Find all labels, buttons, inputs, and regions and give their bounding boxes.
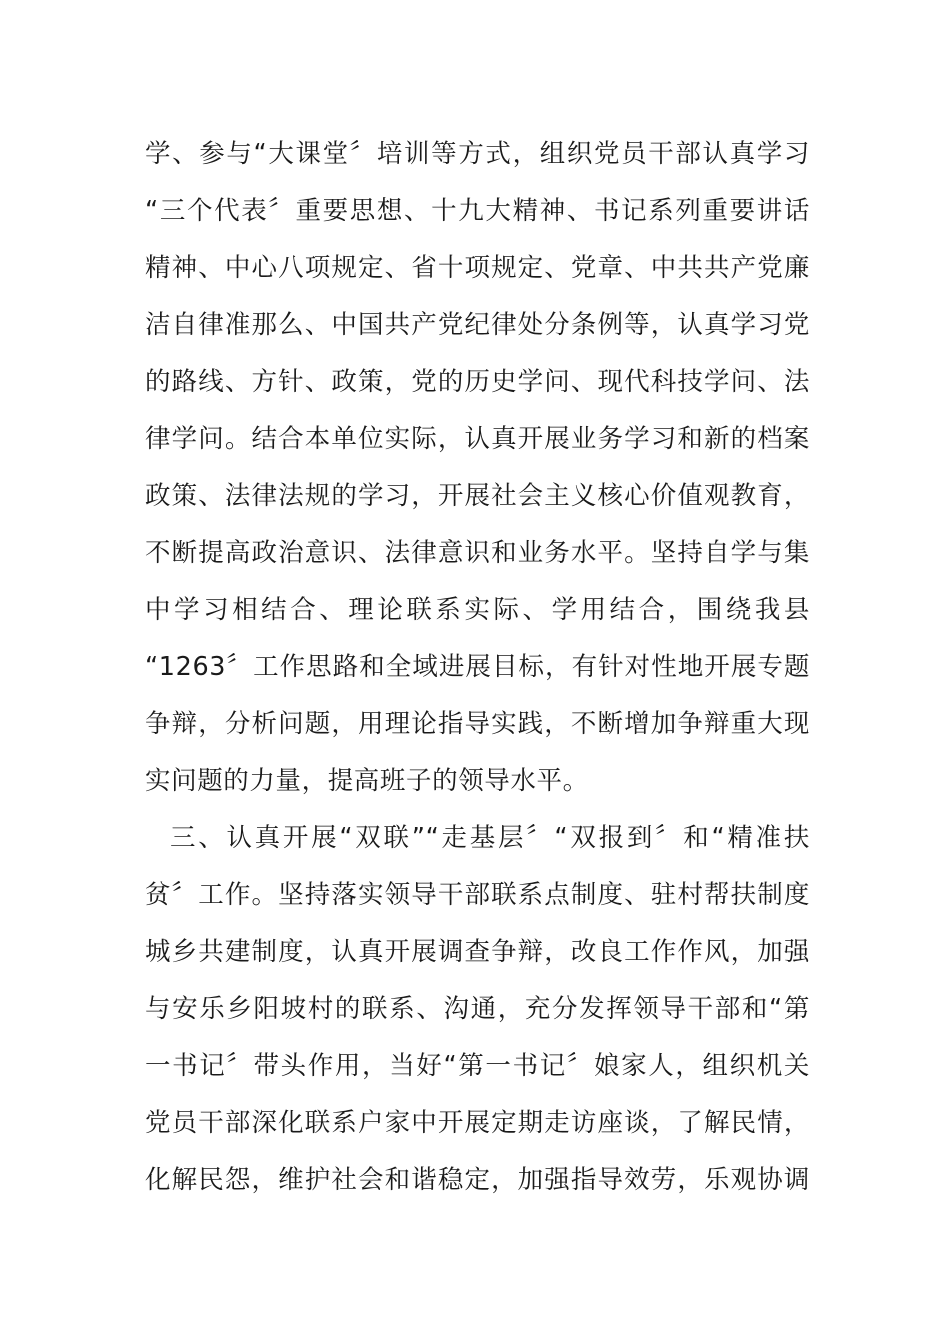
text-line: 精神、中心八项规定、省十项规定、党章、中共共产党廉 — [145, 253, 810, 283]
text-line: 中学习相结合、理论联系实际、学用结合，围绕我县 — [145, 595, 810, 625]
text-line: 城乡共建制度，认真开展调查争辩，改良工作作风，加强 — [145, 937, 810, 967]
text-line: 贫〞工作。坚持落实领导干部联系点制度、驻村帮扶制度 — [145, 880, 810, 910]
text-line: 学、参与“大课堂〞培训等方式，组织党员干部认真学习 — [145, 139, 810, 169]
text-line: 党员干部深化联系户家中开展定期走访座谈，了解民情， — [145, 1108, 810, 1138]
text-line: 化解民怨，维护社会和谐稳定，加强指导效劳，乐观协调 — [145, 1165, 810, 1195]
text-line: 一书记〞带头作用，当好“第一书记〞娘家人，组织机关 — [145, 1051, 810, 1081]
text-line: 政策、法律法规的学习，开展社会主义核心价值观教育， — [145, 481, 810, 511]
text-line: 争辩，分析问题，用理论指导实践，不断增加争辩重大现 — [145, 709, 810, 739]
text-line: “1263〞工作思路和全域进展目标，有针对性地开展专题 — [145, 652, 810, 682]
text-line: 的路线、方针、政策，党的历史学问、现代科技学问、法 — [145, 367, 810, 397]
text-line: 洁自律准那么、中国共产党纪律处分条例等，认真学习党 — [145, 310, 810, 340]
section-heading-line: 三、认真开展“双联”“走基层〞“双报到〞和“精准扶 — [170, 823, 810, 853]
text-line: 不断提高政治意识、法律意识和业务水平。坚持自学与集 — [145, 538, 810, 568]
text-line: “三个代表〞重要思想、十九大精神、书记系列重要讲话 — [145, 196, 810, 226]
text-line: 律学问。结合本单位实际，认真开展业务学习和新的档案 — [145, 424, 810, 454]
text-line: 与安乐乡阳坡村的联系、沟通，充分发挥领导干部和“第 — [145, 994, 810, 1024]
paragraph-last-line: 实问题的力量，提高班子的领导水平。 — [145, 766, 589, 796]
